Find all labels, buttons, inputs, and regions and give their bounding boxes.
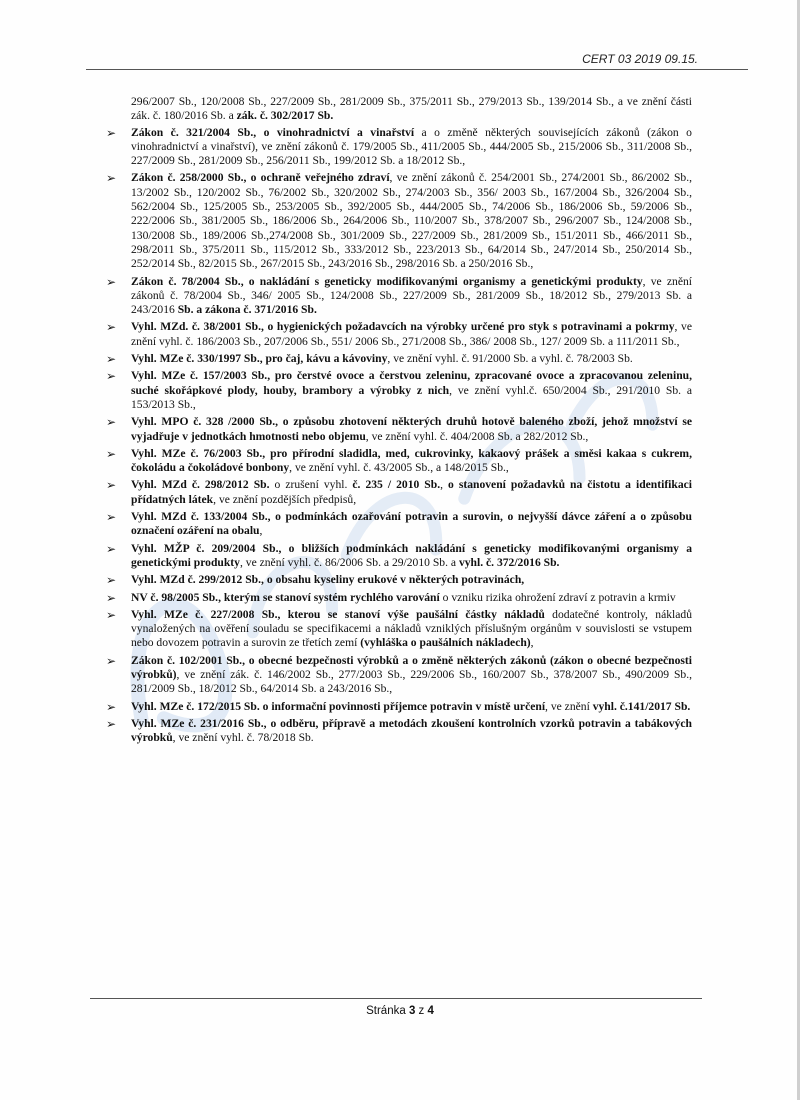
bold-text: Vyhl. MZd. č. 38/2001 Sb., o hygienických požadavcích na výrobky určené pro styk s potravinami a pokrmy xyxy=(131,320,675,334)
arrow-bullet-icon: ➢ xyxy=(106,478,117,493)
bold-text: Sb. a zákona č. 371/2016 Sb. xyxy=(177,303,317,317)
text: , ve znění vyhl. č. 91/2000 Sb. a vyhl. č. 78/2003 Sb. xyxy=(387,352,633,366)
text: , ve znění vyhl. č. 186/2003 Sb., 207/2006 Sb., 551/ 2006 Sb., 271/2008 Sb., 386/ 2008 Sb., 127/ 2009 Sb. a 111/2011 Sb., xyxy=(131,320,692,348)
list-item xyxy=(106,274,692,318)
law-items xyxy=(106,125,693,746)
bold-text: Vyhl. MZe č. 330/1997 Sb., pro čaj, kávu a kávoviny xyxy=(131,352,388,366)
list-item xyxy=(106,573,692,588)
list-item xyxy=(106,415,692,444)
bold-text: (vyhláška o paušálních nákladech) xyxy=(360,636,531,650)
page-prefix: Stránka xyxy=(366,1005,409,1017)
text: o vzniku rizika ohrožení zdraví z potravin a krmiv xyxy=(439,590,676,604)
document-reference: CERT 03 2019 09.15. xyxy=(582,52,698,66)
text: , ve znění zák. č. 146/2002 Sb., 277/2003 Sb., 229/2006 Sb., 160/2007 Sb., 378/2007 Sb., 490/2009 Sb., 281/2009 Sb., 18/2012 Sb., 64/2014 Sb. a 243/2016 Sb., xyxy=(131,667,692,696)
text: , ve znění vyhl. č. 86/2006 Sb. a 29/2010 Sb. a xyxy=(239,555,459,569)
list-item xyxy=(106,369,692,412)
bold-text: Zákon č. 321/2004 Sb., o vinohradnictví a vinařství xyxy=(131,125,415,139)
list-item xyxy=(106,699,692,714)
list-item xyxy=(106,125,692,169)
arrow-bullet-icon: ➢ xyxy=(106,274,117,289)
arrow-bullet-icon: ➢ xyxy=(106,653,117,668)
arrow-bullet-icon: ➢ xyxy=(106,369,117,384)
text: 296/2007 Sb., 120/2008 Sb., 227/2009 Sb., 281/2009 Sb., 375/2011 Sb., 279/2013 Sb., 139/2014 Sb., a ve znění části zák. č. 180/2016 Sb. a xyxy=(131,95,692,123)
legislation-list xyxy=(106,95,693,748)
text: , ve znění zákonů č. 78/2004 Sb., 346/ 2005 Sb., 124/2008 Sb., 227/2009 Sb., 281/2009 Sb., 18/2012 Sb., 279/2013 Sb. a 243/2016 xyxy=(131,274,692,317)
arrow-bullet-icon: ➢ xyxy=(106,415,117,430)
bold-text: Vyhl. MZe č. 227/2008 Sb., kterou se stanoví výše paušální částky nákladů xyxy=(131,607,545,621)
bold-text: vyhl. č. 372/2016 Sb. xyxy=(458,555,560,569)
page-number xyxy=(0,1005,800,1017)
list-item xyxy=(106,478,693,507)
text: dodatečné kontroly, nákladů vynaložených na ověření souladu se specifikacemi a nákladů vzniklých příslušným orgánům v souvislosti se vstupem nebo dovozem potravin a surovin ze třetích zemí xyxy=(131,607,692,650)
header-divider xyxy=(86,69,748,70)
current-page: 3 xyxy=(408,1005,416,1017)
list-item xyxy=(106,446,692,476)
arrow-bullet-icon: ➢ xyxy=(106,590,117,605)
text: , ve znění vyhl. č. 43/2005 Sb., a 148/2015 Sb., xyxy=(289,461,509,475)
page-sep: z xyxy=(415,1005,428,1017)
bold-text: č. 235 / 2010 Sb. xyxy=(352,478,441,492)
text: o zrušení vyhl. xyxy=(269,478,353,492)
arrow-bullet-icon: ➢ xyxy=(106,716,117,731)
list-item xyxy=(106,716,692,746)
text: , ve znění pozdějších předpisů, xyxy=(213,492,357,506)
bold-text: Vyhl. MPO č. 328 /2000 Sb., o způsobu zhotovení některých druhů hotově baleného zboží, jehož množství se vyjadřuje v jednotkách hmotnosti nebo objemu xyxy=(131,415,692,443)
bold-text: o stanovení požadavků na čistotu a identifikaci přídatných látek xyxy=(131,478,693,506)
arrow-bullet-icon: ➢ xyxy=(106,352,117,367)
bold-text: Vyhl. MZd č. 298/2012 Sb. xyxy=(131,478,270,492)
text: , xyxy=(530,636,534,650)
text: , ve znění xyxy=(545,699,593,713)
bold-text: zák. č. 302/2017 Sb. xyxy=(236,109,334,123)
text: , ve znění zákonů č. 254/2001 Sb., 274/2001 Sb., 86/2002 Sb., 13/2002 Sb., 120/2002 Sb., 76/2002 Sb., 320/2002 Sb., 274/2003 Sb., 356/ 2003 Sb., 167/2004 Sb., 326/2004 Sb., 562/2004 Sb., 125/2005 Sb., 253/2005 Sb., 392/2005 Sb., 444/2005 Sb., 74/2006 Sb., 186/2006 Sb., 59/2006 Sb., 222/2006 Sb., 381/2005 Sb., 186/2006 Sb., 264/2006 Sb., 110/2007 Sb., 378/2007 Sb., 296/2007 Sb., 124/2008 Sb., 130/2008 Sb., 189/2006 Sb.,274/2008 Sb., 301/2009 Sb., 227/2009 Sb., 281/2009 Sb., 151/2011 Sb., 466/2011 Sb., 298/2011 Sb., 375/2011 Sb., 115/2012 Sb., 333/2012 Sb., 223/2013 Sb., 64/2014 Sb., 247/2014 Sb., 250/2014 Sb., 252/2014 Sb., 82/2015 Sb., 267/2015 Sb., 243/2016 Sb., 298/2016 Sb. a 250/2016 Sb., xyxy=(131,171,692,271)
bold-text: Vyhl. MZe č. 172/2015 Sb. o informační povinnosti příjemce potravin v místě určení xyxy=(131,699,546,713)
text: , ve znění vyhl. č. 78/2018 Sb. xyxy=(172,731,314,745)
list-item xyxy=(106,171,692,271)
text: , ve znění vyhl. č. 404/2008 Sb. a 282/2012 Sb., xyxy=(365,429,589,443)
bold-text: Vyhl. MZe č. 157/2003 Sb., pro čerstvé ovoce a čerstvou zeleninu, zpracované ovoce a zpracovanou zeleninu, suché skořápkové plody, houby, brambory a výrobky z nich xyxy=(131,369,692,397)
bold-text: Zákon č. 258/2000 Sb., o ochraně veřejného zdraví xyxy=(131,171,390,185)
arrow-bullet-icon: ➢ xyxy=(106,607,117,622)
list-item xyxy=(106,320,692,349)
text: a o změně některých souvisejících zákonů (zákon o vinohradnictví a vinařství), ve znění zákonů č. 179/2005 Sb., 411/2005 Sb., 444/2005 Sb., 215/2006 Sb., 311/2008 Sb., 227/2009 Sb., 281/2009 Sb., 256/2011 Sb., 199/2012 Sb. a 18/2012 Sb., xyxy=(131,125,692,168)
arrow-bullet-icon: ➢ xyxy=(106,699,117,714)
continued-paragraph xyxy=(131,95,692,124)
text: , xyxy=(259,524,263,538)
arrow-bullet-icon: ➢ xyxy=(106,171,117,186)
list-item xyxy=(106,541,692,571)
bold-text: NV č. 98/2005 Sb., kterým se stanoví systém rychlého varování xyxy=(131,590,440,604)
text: , xyxy=(440,478,449,492)
arrow-bullet-icon: ➢ xyxy=(106,446,117,461)
bold-text: Zákon č. 78/2004 Sb., o nakládání s geneticky modifikovanými organismy a genetickými produkty xyxy=(131,274,643,288)
arrow-bullet-icon: ➢ xyxy=(106,541,117,556)
bold-text: vyhl. č.141/2017 Sb. xyxy=(592,699,691,713)
bold-text: Vyhl. MŽP č. 209/2004 Sb., o bližších podmínkách nakládání s geneticky modifikovanými organismy a genetickými produkty xyxy=(131,541,692,569)
arrow-bullet-icon: ➢ xyxy=(106,510,117,525)
list-item xyxy=(106,607,692,651)
list-item xyxy=(106,653,692,697)
list-item xyxy=(106,590,692,605)
bold-text: Vyhl. MZe č. 76/2003 Sb., pro přírodní sladidla, med, cukrovinky, kakaový prášek a směsi kakaa s cukrem, čokoládu a čokoládové bonbony xyxy=(131,446,692,475)
arrow-bullet-icon: ➢ xyxy=(106,125,117,140)
bold-text: Vyhl. MZd č. 299/2012 Sb., o obsahu kyseliny erukové v některých potravinách, xyxy=(131,573,525,587)
text: , ve znění vyhl.č. 650/2004 Sb., 291/2010 Sb. a 153/2013 Sb., xyxy=(131,383,692,411)
arrow-bullet-icon: ➢ xyxy=(106,573,117,588)
list-item xyxy=(106,510,692,539)
bold-text: Vyhl. MZe č. 231/2016 Sb., o odběru, přípravě a metodách zkoušení kontrolních vzorků potravin a tabákových výrobků xyxy=(131,716,692,745)
total-pages: 4 xyxy=(427,1005,434,1017)
bold-text: Vyhl. MZd č. 133/2004 Sb., o podmínkách ozařování potravin a surovin, o nejvyšší dávce záření a o způsobu označení ozáření na obalu xyxy=(131,510,692,538)
arrow-bullet-icon: ➢ xyxy=(106,320,117,335)
list-item xyxy=(106,352,692,367)
bold-text: Zákon č. 102/2001 Sb., o obecné bezpečnosti výrobků a o změně některých zákonů (zákon o obecné bezpečnosti výrobků) xyxy=(131,653,692,681)
footer-divider xyxy=(90,998,702,999)
